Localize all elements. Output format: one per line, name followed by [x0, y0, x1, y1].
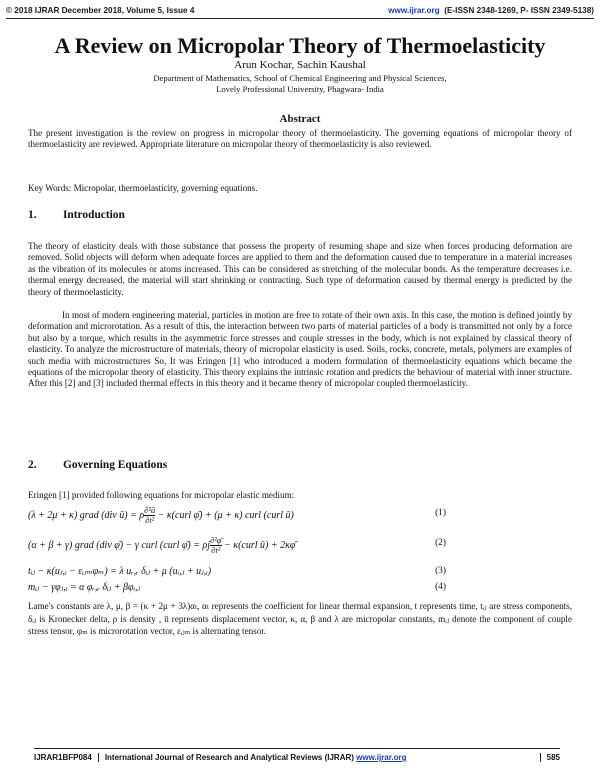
equation-number: (4): [435, 582, 446, 592]
keywords: Key Words: Micropolar, thermoelasticity, governing equations.: [28, 183, 258, 193]
journal-name: International Journal of Research and Analytical Reviews (IJRAR) www.ijrar.org: [98, 753, 540, 762]
symbol-definitions: Lame's constants are λ, μ, β = (κ + 2μ + 3λ)αₜ, αₜ represents the coefficient for linear thermal expansion, t represents time, tᵢⱼ are stress components, δᵢⱼ is Kronecker delta, ρ is density , ū represents displacement vector, κ, α, β and λ are micropolar constants, mᵢⱼ denote the component of couple stress tensor, φₘ is microrotation vector, εᵢⱼₘ is alternating tensor.: [28, 601, 572, 637]
equation-number: (1): [435, 508, 446, 518]
equations-intro: Eringen [1] provided following equations for micropolar elastic medium:: [28, 490, 295, 500]
paper-id: IJRAR1BFP084: [34, 753, 92, 762]
journal-issue: © 2018 IJRAR December 2018, Volume 5, Issue 4: [6, 6, 195, 15]
fraction: $\frac{\text{∂²φ̄}}{\text{∂t²}}$: [210, 535, 222, 555]
header-site-link[interactable]: www.ijrar.org: [388, 6, 440, 15]
abstract-text: The present investigation is the review on progress in micropolar theory of thermoelasticity. The governing equations of micropolar theory of thermoelasticity are reviewed. Appropriate literature on micropolar theory of thermoelasticity is also reviewed.: [28, 128, 572, 150]
equation-2: (α + β + γ) grad (div φ̄) − γ curl (curl φ̄) = ρj $\frac{\text{∂²φ̄}}{\text{∂t²}}$ − κ(curl ū) + 2κφ̄ (2): [28, 535, 446, 555]
header-issn: www.ijrar.org (E-ISSN 2348-1269, P- ISSN 2349-5138): [388, 6, 594, 15]
intro-paragraph-1: The theory of elasticity deals with those substance that possess the property of resuming shape and size when forces producing deformation are removed. Solid objects will deform when adequate forces are applied to them and the deformation caused due to temperature in a material increases as the vibration of its molecules or atoms increased. This can be considered as stretching of the molecular bonds. As the temperature decreases i.e. thermal energy decreased, the material will start shrinking or contracting. Such type of deformation caused by thermal energy is predicted by the theory of thermoelasticity.: [28, 241, 572, 297]
equation-3: tᵢⱼ − κ(uⱼ,ᵢ − εᵢⱼₘφₘ) = λ uᵣ,ᵣ δᵢⱼ + μ (uᵢ,ⱼ + uⱼ,ᵢ) (3): [28, 566, 446, 577]
running-footer: [34, 753, 560, 762]
running-header: [6, 6, 594, 15]
abstract-heading: Abstract: [279, 113, 321, 125]
page-number: 585: [540, 753, 560, 762]
affiliation: Department of Mathematics, School of Chemical Engineering and Physical Sciences, Lovely Professional University, Phagwara- India: [153, 73, 447, 94]
equation-1: (λ + 2μ + κ) grad (div ū) = ρ $\frac{\text{∂²ū}}{\text{∂t²}}$ − κ(curl φ̄) + (μ + κ) curl (curl ū) (1): [28, 505, 446, 525]
section-governing-equations-heading: 2. Governing Equations: [28, 459, 168, 471]
footer-divider: [34, 748, 560, 749]
section-introduction-heading: 1. Introduction: [28, 209, 125, 221]
equation-4: mᵢⱼ − γφⱼ,ᵢ = α φᵣ,ᵣ δᵢⱼ + βφᵢ,ⱼ (4): [28, 582, 446, 593]
authors: Arun Kochar, Sachin Kaushal: [234, 59, 366, 71]
fraction: $\frac{\text{∂²ū}}{\text{∂t²}}$: [144, 505, 156, 525]
paper-title: A Review on Micropolar Theory of Thermoelasticity: [54, 33, 546, 58]
intro-paragraph-2: In most of modern engineering material, particles in motion are free to rotate of their own axis. In this case, the motion is defined jointly by deformation and microrotation. As a result of this, the interaction between two parts of material particles of a body is transmitted not only by a force but also by a torque, which results in the asymmetric force stresses and couple stresses in the body, which is not explained by classical theory of elasticity. To analyze the microstructure of materials, theory of micropolar elasticity is used. Soils, rocks, concrete, metals, polymers are examples of such media with microstructures So, It was Eringen [1] who introduced a modern formulation of thermoelasticity equations which became the equations of the micropolar theory of elasticity. This theory explains the intrinsic rotation and predicts the behaviour of material with inner structure. After this [2] and [3] included thermal effects in this theory and it became theory of micropolar coupled thermoelasticity.: [28, 310, 572, 389]
equation-number: (3): [435, 566, 446, 576]
equation-number: (2): [435, 538, 446, 548]
footer-site-link[interactable]: www.ijrar.org: [356, 753, 407, 762]
header-divider: [6, 18, 594, 19]
